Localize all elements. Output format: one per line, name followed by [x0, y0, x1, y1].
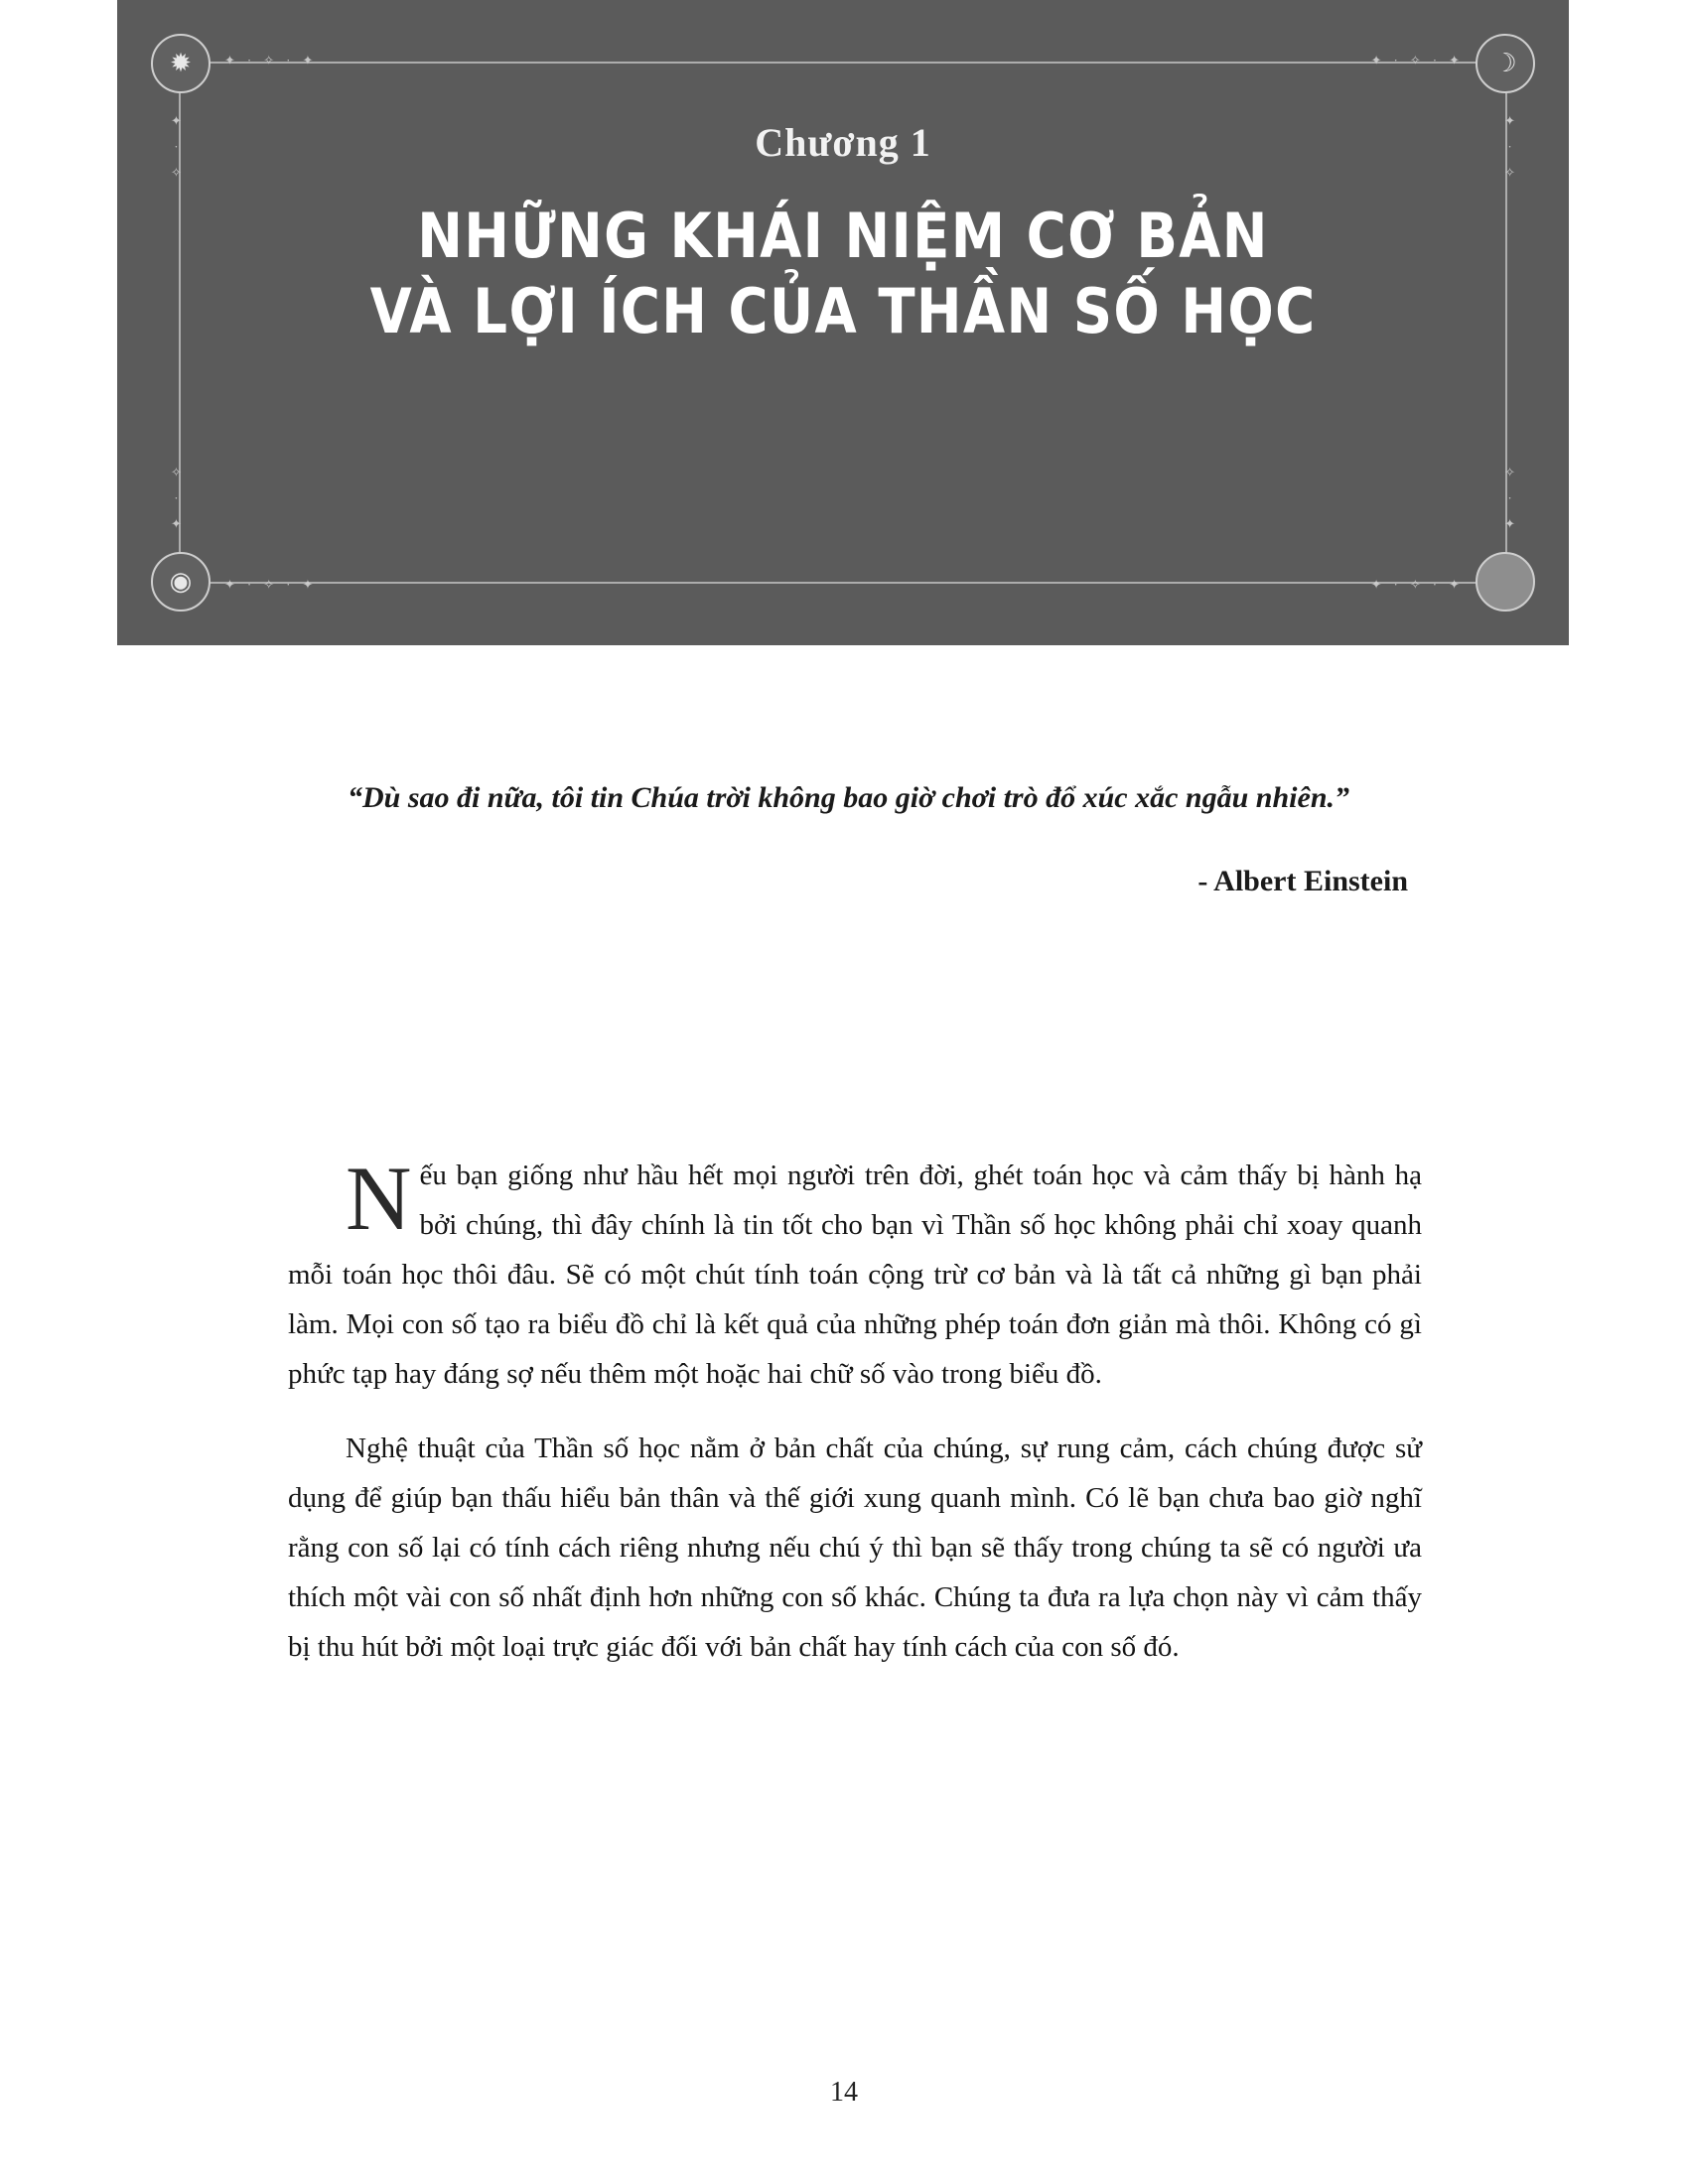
- sparkle-icon: ✦: [1504, 113, 1515, 128]
- sparkle-icon: ✧: [171, 165, 182, 180]
- sparkle-icon: ✦: [1449, 577, 1462, 592]
- sparkle-column-left-bottom: [171, 465, 182, 532]
- sparkle-icon: ·: [1393, 577, 1400, 592]
- sparkle-icon: ✦: [302, 53, 316, 68]
- chapter-label: Chương 1: [755, 120, 931, 165]
- sun-burst-icon: ✹: [151, 34, 211, 93]
- page-number: 14: [830, 2077, 858, 2108]
- chapter-banner: [117, 0, 1569, 645]
- sparkle-column-right-bottom: [1504, 465, 1515, 532]
- sparkle-icon: ✧: [263, 577, 277, 592]
- sparkle-icon: ✦: [224, 577, 237, 592]
- sparkle-icon: ✦: [1504, 516, 1515, 531]
- sparkle-icon: ✦: [171, 113, 182, 128]
- body-paragraph-1: Nếu bạn giống như hầu hết mọi người trên đời, ghét toán học và cảm thấy bị hành hạ bởi chúng, thì đây chính là tin tốt cho bạn vì Thần số học không phải chỉ xoay quanh mỗi toán học thôi đâu. Sẽ có một chút tính toán cộng trừ cơ bản và là tất cả những gì bạn phải làm. Mọi con số tạo ra biểu đồ chỉ là kết quả của những phép toán đơn giản mà thôi. Không có gì phức tạp hay đáng sợ nếu thêm một hoặc hai chữ số vào trong biểu đồ.: [288, 1148, 1422, 1390]
- sparkle-icon: ✧: [1409, 577, 1423, 592]
- sparkle-icon: ✦: [224, 53, 237, 68]
- sparkle-icon: ·: [1432, 53, 1440, 68]
- sparkle-icon: ·: [174, 490, 179, 505]
- body-paragraph-2: Nghệ thuật của Thần số học nằm ở bản chất của chúng, sự rung cảm, cách chúng được sử dụng để giúp bạn thấu hiểu bản thân và thế giới xung quanh mình. Có lẽ bạn chưa bao giờ nghĩ rằng con số lại có tính cách riêng nhưng nếu chú ý thì bạn sẽ thấy trong chúng ta sẽ có người ưa thích một vài con số nhất định hơn những con số khác. Chúng ta đưa ra lựa chọn này vì cảm thấy bị thu hút bởi một loại trực giác đối với bản chất hay tính cách của con số đó.: [288, 1433, 1422, 1663]
- sparkle-icon: ✧: [263, 53, 277, 68]
- chapter-title: [309, 199, 1376, 348]
- full-moon-icon: [1476, 552, 1535, 612]
- sparkle-icon: ✧: [1504, 465, 1515, 479]
- sparkle-icon: ·: [286, 577, 293, 592]
- crescent-moon-icon: ☽: [1476, 34, 1535, 93]
- sparkle-icon: ✧: [171, 465, 182, 479]
- chapter-title-line-2: VÀ LỢI ÍCH CỦA THẦN SỐ HỌC: [369, 274, 1317, 347]
- sparkle-icon: ✧: [1504, 165, 1515, 180]
- eye-icon: ◉: [151, 552, 211, 612]
- sparkle-icon: ✦: [302, 577, 316, 592]
- quote-attribution: - Albert Einstein: [1197, 864, 1408, 897]
- sparkle-icon: ✦: [1370, 53, 1384, 68]
- sparkle-row-top-right: [1371, 53, 1462, 68]
- sparkle-row-top-left: [224, 53, 315, 68]
- sparkle-icon: ✦: [171, 516, 182, 531]
- sparkle-icon: ✦: [1370, 577, 1384, 592]
- sparkle-icon: ·: [174, 139, 179, 154]
- quote-text: “Dù sao đi nữa, tôi tin Chúa trời không bao giờ chơi trò đổ xúc xắc ngẫu nhiên.”: [348, 781, 1349, 814]
- sparkle-row-bottom-right: [1371, 577, 1462, 593]
- sparkle-icon: ·: [1507, 139, 1512, 154]
- frame-top-line: [209, 62, 1477, 64]
- sparkle-icon: ·: [1432, 577, 1440, 592]
- sparkle-icon: ·: [1507, 490, 1512, 505]
- chapter-title-line-1: NHỮNG KHÁI NIỆM CƠ BẢN: [417, 200, 1269, 272]
- sparkle-icon: ·: [246, 53, 254, 68]
- epigraph-block: [288, 774, 1422, 898]
- sparkle-icon: ✧: [1409, 53, 1423, 68]
- sparkle-icon: ✦: [1449, 53, 1462, 68]
- body-text: [288, 1148, 1422, 1699]
- sparkle-icon: ·: [246, 577, 254, 592]
- sparkle-row-bottom-left: [224, 577, 315, 593]
- sparkle-icon: ·: [286, 53, 293, 68]
- frame-bottom-line: [209, 582, 1477, 584]
- sparkle-icon: ·: [1393, 53, 1400, 68]
